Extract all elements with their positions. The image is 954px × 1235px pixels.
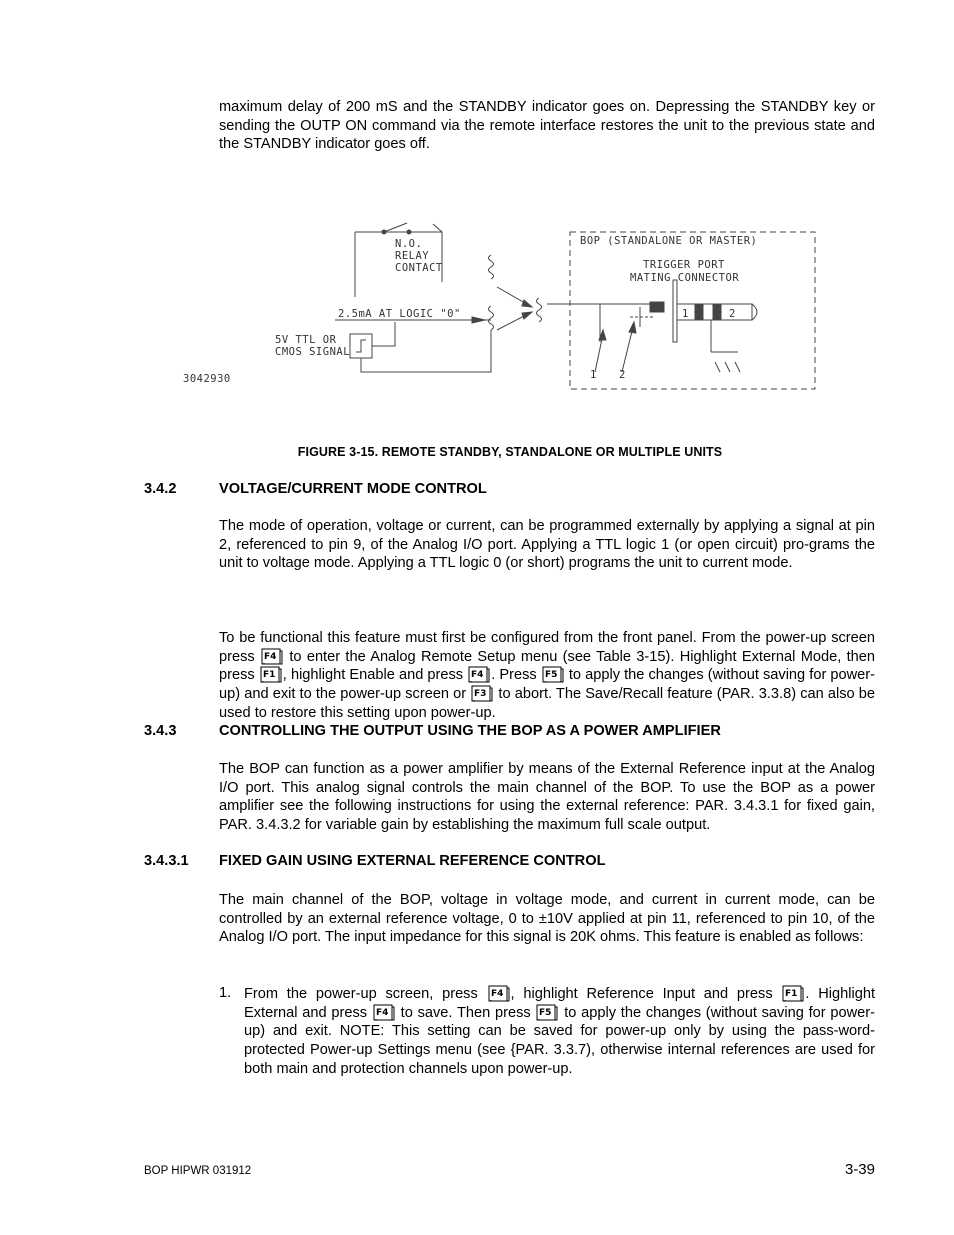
f3-key-label: F3 <box>474 689 487 700</box>
item1-text-d: to save. Then press <box>395 1004 536 1021</box>
remote-standby-diagram <box>175 222 825 397</box>
f4-key-icon <box>488 985 510 1002</box>
section-3431-number: 3.4.3.1 <box>144 853 189 869</box>
f1-key-icon <box>260 666 282 683</box>
f5-key-icon <box>536 1004 558 1021</box>
section-342-number: 3.4.2 <box>144 481 177 497</box>
cmos-label: CMOS SIGNAL <box>275 346 351 358</box>
mating-connector-label: MATING CONNECTOR <box>630 272 740 284</box>
figure-number-label: 3042930 <box>183 373 231 385</box>
figure-caption: FIGURE 3-15. REMOTE STANDBY, STANDALONE OR MULTIPLE UNITS <box>297 445 723 459</box>
f4-key-label: F4 <box>375 1007 389 1018</box>
section-3431-paragraph-1: The main channel of the BOP, voltage in voltage mode, and current in current mode, can be controlled by an external reference voltage, 0 to ±10V applied at pin 11, referenced to pin 10, of the Analog I/O port. The input impedance for this signal is 20K ohms. This feature is enabled as follows: <box>219 892 875 946</box>
f4-key-icon <box>468 666 490 683</box>
f1-key-label: F1 <box>262 670 276 681</box>
pin-1-label: 1 <box>590 369 597 381</box>
p2-text-a: To be functional this feature must first be configured from the front panel. From the power-up screen press <box>219 630 875 665</box>
plug-pin-2: 2 <box>729 308 736 320</box>
p2-text-f: to abort. The Save/Recall feature (PAR. 3.3.8) can also be used to restore this setting upon power-up. <box>219 686 875 721</box>
section-342-paragraph-1: The mode of operation, voltage or current, can be programmed externally by applying a signal at pin 2, referenced to pin 9, of the Analog I/O port. Applying a TTL logic 1 (or open circuit) pro-grams the unit to voltage mode. Applying a TTL logic 0 (or short) programs the unit to current mode. <box>219 518 875 572</box>
item1-text-e: to apply the changes (without saving for power-up) and exit. NOTE: This setting can be saved for power-up only by using the pass-word-protected Power-up Settings menu (see {PAR. 3.3.7), otherwise internal references are used for both main and protection channels upon power-up. <box>244 1004 875 1077</box>
bop-label: BOP (STANDALONE OR MASTER) <box>580 235 758 247</box>
section-343-title: CONTROLLING THE OUTPUT USING THE BOP AS A POWER AMPLIFIER <box>219 723 721 739</box>
section-342-title: VOLTAGE/CURRENT MODE CONTROL <box>219 481 487 497</box>
f1-key-label: F1 <box>785 989 798 999</box>
f5-key-icon <box>542 666 564 683</box>
f5-key-label: F5 <box>539 1007 552 1018</box>
relay-label: RELAY <box>395 250 430 262</box>
f4-key-icon <box>373 1004 395 1021</box>
f5-key-label: F5 <box>544 670 558 681</box>
section-343-paragraph-1: The BOP can function as a power amplifier by means of the External Reference input at the Analog I/O port. This analog signal controls the main channel of the BOP. To use the BOP as a power amplifier see the following instructions for using the external reference: PAR. 3.4.3.1 for fixed gain, PAR. 3.4.3.2 for variable gain by establishing the maximum full scale output. <box>219 761 875 834</box>
section-343-number: 3.4.3 <box>144 723 177 739</box>
f3-key-icon <box>471 685 493 702</box>
f4-key-icon <box>261 648 283 665</box>
item1-text-a: From the power-up screen, press <box>244 986 487 1002</box>
trigger-port-label: TRIGGER PORT <box>643 259 725 271</box>
f4-key-label: F4 <box>471 670 484 681</box>
list-item-1-number: 1. <box>219 985 232 1001</box>
contact-label: CONTACT <box>395 262 443 274</box>
p2-text-c: , highlight Enable and press <box>282 667 468 684</box>
plug-pin-1: 1 <box>682 308 689 320</box>
f1-key-icon <box>782 985 804 1002</box>
no-label: N.O. <box>395 238 423 250</box>
footer-page-number: 3-39 <box>844 1161 875 1178</box>
ttl-label: 5V TTL OR <box>275 334 337 346</box>
f4-key-label: F4 <box>264 651 277 662</box>
f4-key-label: F4 <box>490 989 503 999</box>
list-item-1-text <box>244 985 875 1079</box>
p2-text-d: . Press <box>491 667 541 684</box>
p2-text-b: to enter the Analog Remote Setup menu (see Table 3-15). Highlight External Mode, then press <box>219 648 875 684</box>
p2-text-e: to apply the changes (without saving for power-up) and exit to the power-up screen or <box>219 667 876 703</box>
footer-document-id: BOP HIPWR 031912 <box>144 1165 252 1177</box>
pin-2-label: 2 <box>619 369 626 381</box>
current-label: 2.5mA AT LOGIC "0" <box>338 308 461 320</box>
intro-paragraph: maximum delay of 200 mS and the STANDBY indicator goes on. Depressing the STANDBY key or sending the OUTP ON command via the remote interface restores the unit to the previous state and the STANDBY indicator goes off. <box>219 99 875 153</box>
item1-text-b: , highlight Reference Input and press <box>510 986 782 1002</box>
section-3431-title: FIXED GAIN USING EXTERNAL REFERENCE CONTROL <box>219 853 606 869</box>
item1-text-c: . Highlight External and press <box>244 986 875 1021</box>
section-342-paragraph-2 <box>219 629 875 723</box>
